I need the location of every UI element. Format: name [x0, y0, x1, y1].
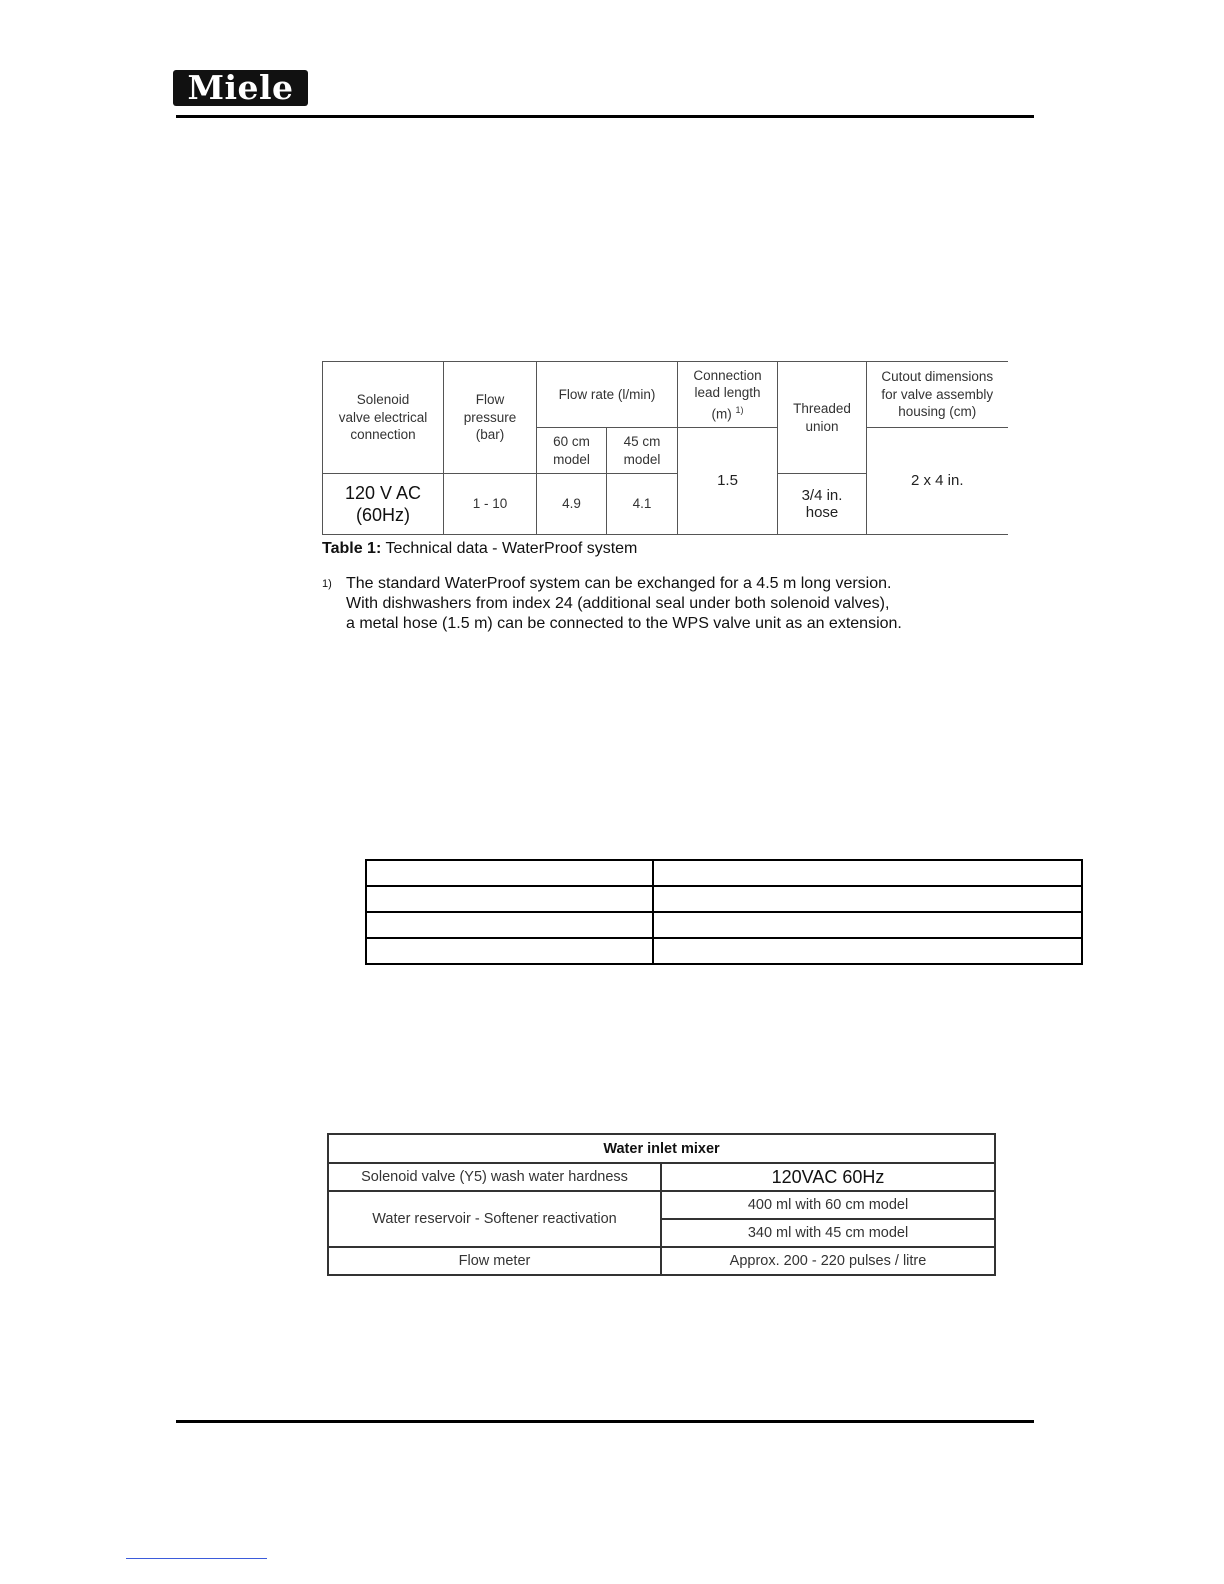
cell-union: 3/4 in. hose	[778, 474, 867, 535]
header-45cm-model: 45 cm model	[607, 428, 678, 474]
empty-table	[365, 859, 1083, 965]
header-rule	[176, 115, 1034, 118]
cell-rate-45: 4.1	[607, 474, 678, 535]
solenoid-label: Solenoid valve (Y5) wash water hardness	[328, 1163, 661, 1191]
reservoir-value-45: 340 ml with 45 cm model	[661, 1219, 995, 1247]
table-row	[366, 912, 1082, 938]
reservoir-value-60: 400 ml with 60 cm model	[661, 1191, 995, 1219]
solenoid-value: 120VAC 60Hz	[661, 1163, 995, 1191]
footnote-marker: 1)	[322, 578, 332, 590]
footnote-ref: 1)	[735, 404, 744, 415]
reservoir-label: Water reservoir - Softener reactivation	[328, 1191, 661, 1247]
cell-lead-length: 1.5	[678, 428, 778, 535]
header-cutout-dimensions: Cutout dimensions for valve assembly housing (cm)	[867, 362, 1008, 428]
table-caption	[322, 540, 637, 558]
header-flow-rate: Flow rate (l/min)	[537, 362, 678, 428]
table-row	[366, 938, 1082, 964]
header-connection-lead-length: Connection lead length (m) $^{1)}$	[678, 362, 778, 428]
header-solenoid-connection: Solenoid valve electrical connection	[323, 362, 444, 474]
brand-name: Miele	[187, 68, 294, 107]
footnote-line: With dishwashers from index 24 (additional seal under both solenoid valves),	[346, 595, 890, 612]
table-title: Water inlet mixer	[328, 1134, 995, 1163]
cell-cutout: 2 x 4 in.	[867, 428, 1008, 535]
flow-meter-label: Flow meter	[328, 1247, 661, 1275]
footnote-line: The standard WaterProof system can be exchanged for a 4.5 m long version.	[346, 575, 892, 592]
link-underline	[126, 1558, 267, 1559]
header-threaded-union: Threaded union	[778, 362, 867, 474]
footnote-line: a metal hose (1.5 m) can be connected to the WPS valve unit as an extension.	[346, 615, 902, 632]
table-row	[366, 860, 1082, 886]
technical-data-table	[322, 361, 1008, 535]
water-inlet-mixer-table	[327, 1133, 996, 1276]
miele-logo	[173, 70, 308, 106]
cell-pressure: 1 - 10	[444, 474, 537, 535]
flow-meter-value: Approx. 200 - 220 pulses / litre	[661, 1247, 995, 1275]
header-60cm-model: 60 cm model	[537, 428, 607, 474]
footer-rule	[176, 1420, 1034, 1423]
header-flow-pressure: Flow pressure (bar)	[444, 362, 537, 474]
cell-rate-60: 4.9	[537, 474, 607, 535]
caption-label: Table 1:	[322, 540, 382, 557]
caption-text: Technical data - WaterProof system	[385, 540, 638, 557]
cell-voltage: 120 V AC (60Hz)	[323, 474, 444, 535]
table-row	[366, 886, 1082, 912]
